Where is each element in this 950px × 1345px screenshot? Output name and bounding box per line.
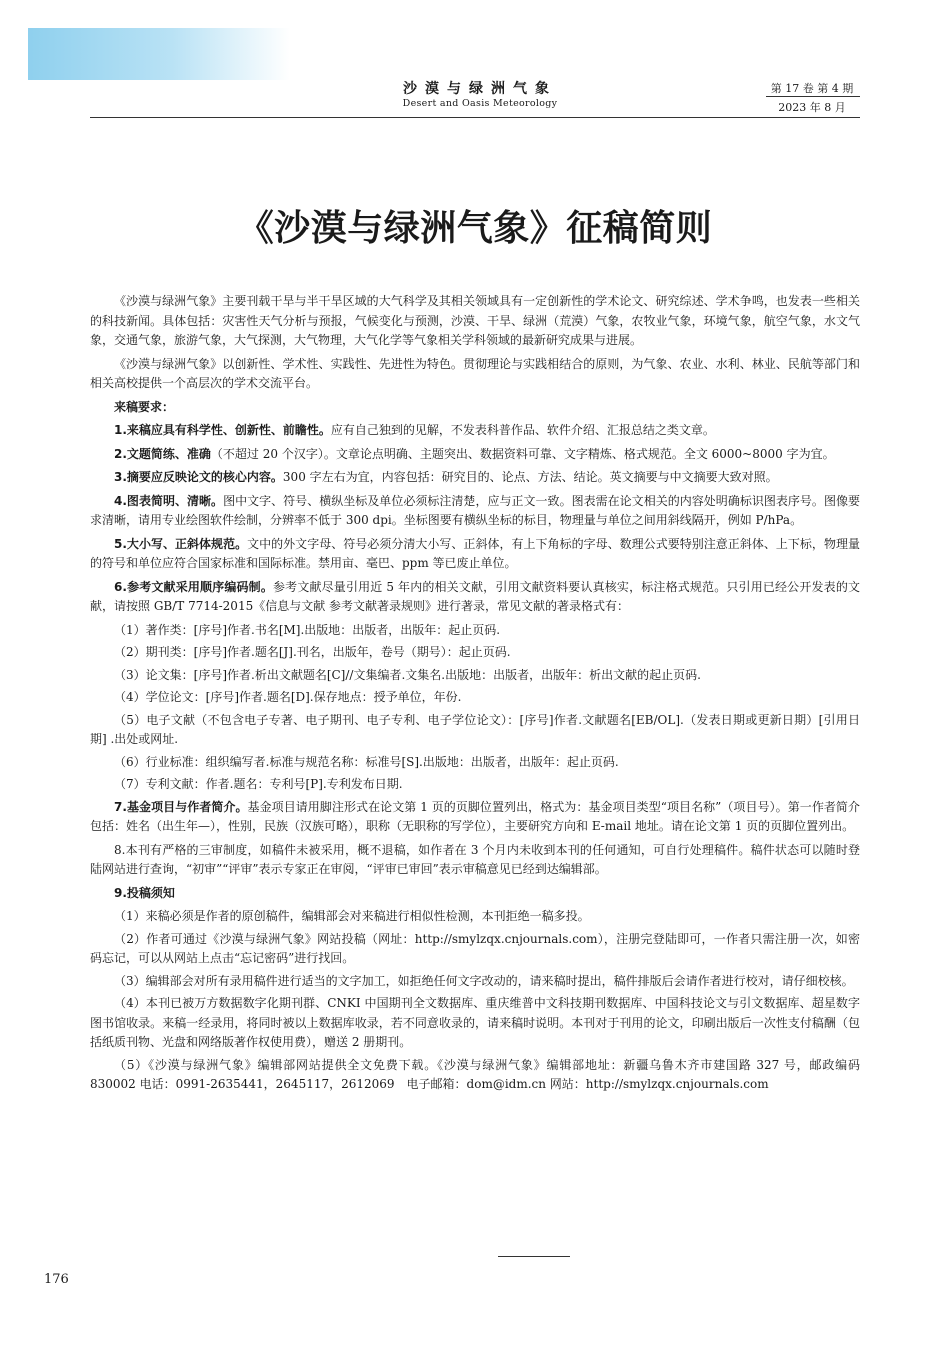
submission-heading-text: 9.投稿须知 <box>114 885 175 900</box>
submission-note: （1）来稿必须是作者的原创稿件，编辑部会对来稿进行相似性检测，本刊拒绝一稿多投。 <box>114 909 590 923</box>
header-rule <box>90 117 860 118</box>
corner-color-band <box>28 28 290 80</box>
requirement-item <box>90 578 860 617</box>
header-issue-divider <box>766 96 860 97</box>
requirement-text: 文中的外文字母、符号必须分清大小写、正斜体，有上下角标的字母、数理公式要特别注意正斜体、上下标，物理量的符号和单位应符合国家标准和国际标准。禁用亩、毫巴、ppm 等已废止单位。 <box>90 536 860 570</box>
requirement-lead: 2.文题简练、准确 <box>114 446 211 461</box>
page-title: 《沙漠与绿洲气象》征稿简则 <box>237 207 713 249</box>
funding-text: 基金项目请用脚注形式在论文第 1 页的页脚位置列出，格式为：基金项目类型“项目名称”（项目号）。第一作者简介包括：姓名（出生年—），性别，民族（汉族可略），职称（无职称的写学位），主要研究方向和 E-mail 地址。请在论文第 1 页的页脚位置列出。 <box>90 799 860 833</box>
requirement-text: 300 字左右为宜，内容包括：研究目的、论点、方法、结论。英文摘要与中文摘要大致对照。 <box>282 470 778 484</box>
requirement-lead: 1.来稿应具有科学性、创新性、前瞻性。 <box>114 423 331 437</box>
end-rule <box>498 1256 570 1257</box>
reference-format-item: （2）期刊类：[序号]作者.题名[J].刊名，出版年，卷号（期号）：起止页码. <box>114 645 511 659</box>
reference-format-item: （7）专利文献：作者.题名：专利号[P].专利发布日期. <box>114 777 403 791</box>
article-body <box>90 292 860 1098</box>
requirements-heading <box>90 398 860 418</box>
reference-format-item: （4）学位论文：[序号]作者.题名[D].保存地点：授予单位，年份. <box>114 690 462 704</box>
reference-format-item: （1）著作类：[序号]作者.书名[M].出版地：出版者，出版年：起止页码. <box>114 622 501 637</box>
requirement-lead: 4.图表简明、清晰。 <box>114 493 224 508</box>
requirement-item <box>90 421 860 441</box>
funding-lead: 7.基金项目与作者简介。 <box>114 799 248 814</box>
submission-note: （4）本刊已被万方数据数字化期刊群、CNKI 中国期刊全文数据库、重庆维普中文科技期刊数据库、中国科技论文与引文数据库、超星数字图书馆收录。来稿一经录用，将同时被以上数据库收录，若不同意收录的，请来稿时说明。本刊对于刊用的论文，印刷出版后一次性支付稿酬（包括纸质刊物、光盘和网络版著作权使用费），赠送 2 册期刊。 <box>90 996 860 1049</box>
requirement-item <box>90 535 860 574</box>
requirement-lead: 3.摘要应反映论文的核心内容。 <box>114 470 283 484</box>
funding-section <box>90 798 860 837</box>
page-number: 176 <box>44 1272 69 1287</box>
requirement-item <box>90 492 860 531</box>
intro-paragraph-1: 《沙漠与绿洲气象》主要刊载干旱与半干旱区域的大气科学及其相关领域具有一定创新性的学术论文、研究综述、学术争鸣，也发表一些相关的科技新闻。具体包括：灾害性天气分析与预报，气候变化与预测，沙漠、干旱、绿洲（荒漠）气象，农牧业气象，环境气象，航空气象，水文气象，交通气象，旅游气象，大气探测，大气物理，大气化学等气象相关学科领域的最新研究成果与进展。 <box>90 294 860 347</box>
submission-note: （5）《沙漠与绿洲气象》编辑部网站提供全文免费下载。《沙漠与绿洲气象》编辑部地址：新疆乌鲁木齐市建国路 327 号，邮政编码 830002 电话：0991-2635441，2645117，2612069 电子邮箱：dom@idm.cn 网站：http://smylzqx.cnjournals.com <box>90 1057 860 1091</box>
submission-note: （2）作者可通过《沙漠与绿洲气象》网站投稿（网址：http://smylzqx.cnjournals.com），注册完登陆即可，一作者只需注册一次，如密码忘记，可以从网站上点击“忘记密码”进行找回。 <box>90 931 860 965</box>
issue-date: 2023 年 8 月 <box>778 101 846 114</box>
issue-volume: 第 17 卷 第 4 期 <box>770 82 854 95</box>
journal-name: 沙漠与绿洲气象 <box>403 81 557 97</box>
requirement-text: 参考文献尽量引用近 5 年内的相关文献，引用文献资料要认真核实，标注格式规范。只引用已经公开发表的文献，请按照 GB/T 7714-2015《信息与文献 参考文献著录规则》进行著录，常见文献的著录格式有： <box>90 579 860 613</box>
requirement-text: （不超过 20 个汉字）。文章论点明确、主题突出、数据资料可靠、文字精炼、格式规范。全文 6000~8000 字为宜。 <box>210 446 835 461</box>
requirement-lead: 6.参考文献采用顺序编码制。 <box>114 579 273 594</box>
requirements-heading-text: 来稿要求： <box>114 399 175 414</box>
requirement-text: 图中文字、符号、横纵坐标及单位必须标注清楚，应与正文一致。图表需在论文相关的内容处明确标识图表序号。图像要求清晰，请用专业绘图软件绘制，分辨率不低于 300 dpi。坐标图要有横纵坐标的标目，物理量与单位之间用斜线隔开，例如 P/hPa。 <box>90 493 860 527</box>
requirement-item <box>90 468 860 488</box>
reference-format-item: （5）电子文献（不包含电子专著、电子期刊、电子专利、电子学位论文）：[序号]作者.文献题名[EB/OL].（发表日期或更新日期）[引用日期] .出处或网址. <box>90 712 860 746</box>
journal-name-english: Desert and Oasis Meteorology <box>402 98 558 109</box>
intro-paragraph-2: 《沙漠与绿洲气象》以创新性、学术性、实践性、先进性为特色。贯彻理论与实践相结合的原则，为气象、农业、水利、林业、民航等部门和相关高校提供一个高层次的学术交流平台。 <box>90 356 860 390</box>
requirement-item <box>90 445 860 465</box>
requirement-lead: 5.大小写、正斜体规范。 <box>114 536 248 551</box>
review-section: 8.本刊有严格的三审制度，如稿件未被采用，概不退稿，如作者在 3 个月内未收到本刊的任何通知，可自行处理稿件。稿件状态可以随时登陆网站进行查询，“初审”“评审”表示专家正在审阅，“评审已审回”表示审稿意见已经到达编辑部。 <box>90 842 860 876</box>
reference-format-item: （6）行业标准：组织编写者.标准与规范名称：标准号[S].出版地：出版者，出版年：起止页码. <box>114 754 619 769</box>
submission-heading <box>90 884 860 904</box>
reference-format-item: （3）论文集：[序号]作者.析出文献题名[C]//文集编者.文集名.出版地：出版者，出版年：析出文献的起止页码. <box>114 667 701 682</box>
requirement-text: 应有自己独到的见解，不发表科普作品、软件介绍、汇报总结之类文章。 <box>330 423 715 437</box>
submission-note: （3）编辑部会对所有录用稿件进行适当的文字加工，如拒绝任何文字改动的，请来稿时提出，稿件排版后会请作者进行校对，请仔细校核。 <box>114 973 854 988</box>
